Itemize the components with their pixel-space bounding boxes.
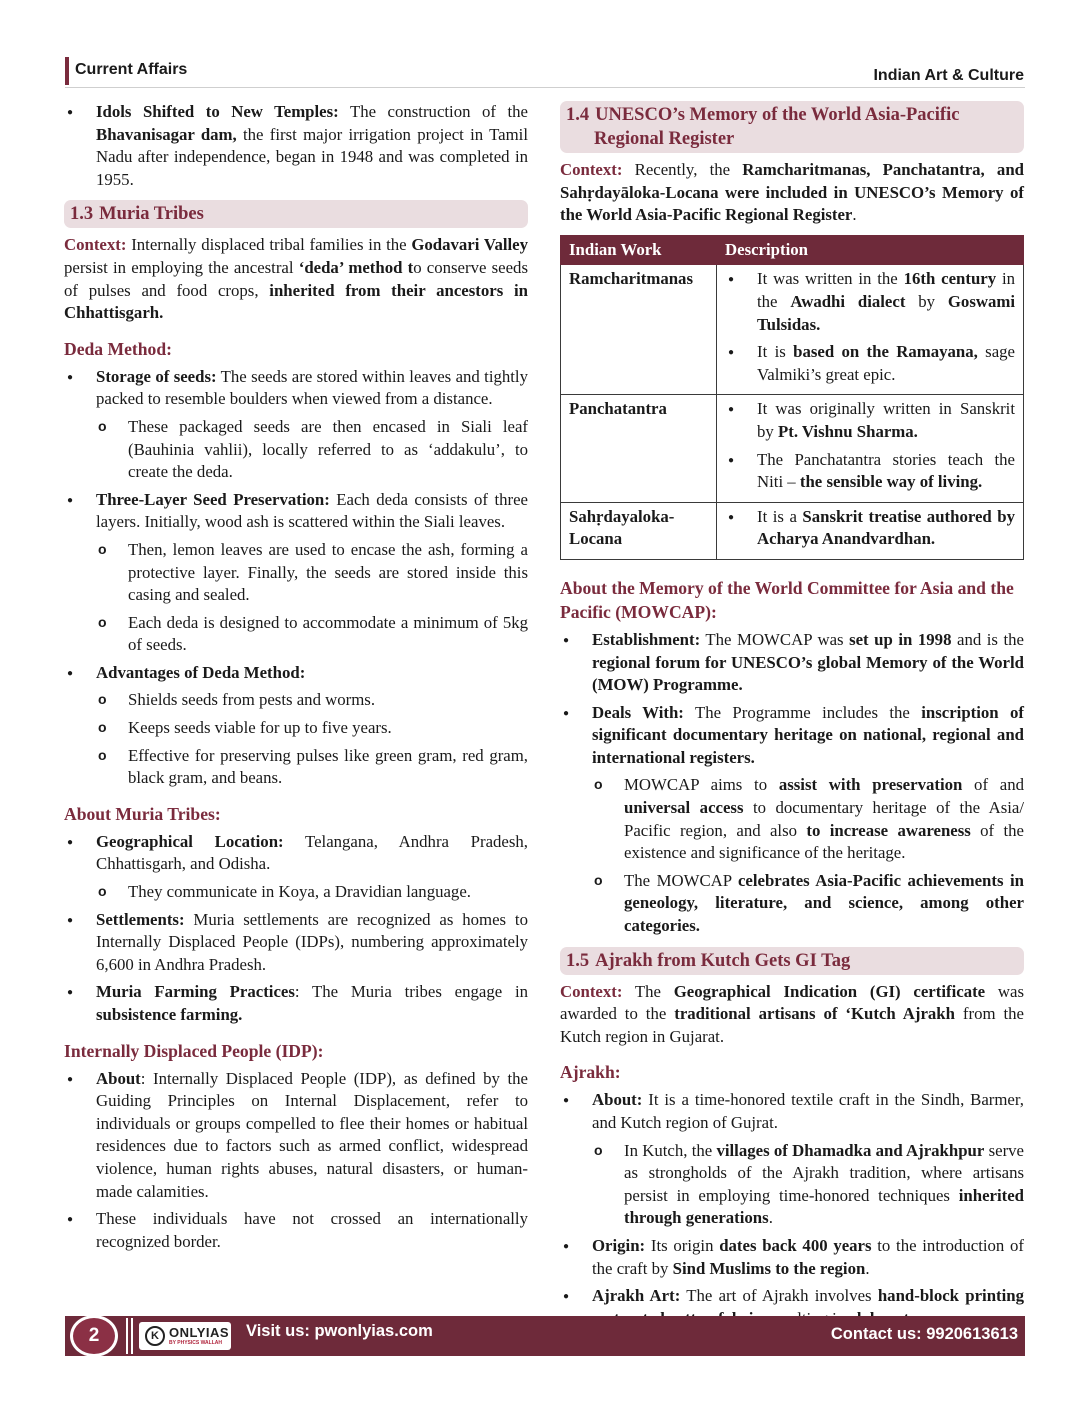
list-item: ● Advantages of Deda Method: xyxy=(64,662,528,685)
sub-list-item: o These packaged seeds are then encased in Siali leaf (Bauhinia vahlii), locally referred to as ‘addakulu’, to create the deda. xyxy=(64,416,528,484)
onlyias-logo[interactable] xyxy=(139,1322,231,1350)
work-name: Ramcharitmanas xyxy=(561,265,717,395)
table-row xyxy=(561,395,1024,502)
list-item: ● Muria Farming Practices: The Muria tribes engage in subsistence farming. xyxy=(64,981,528,1026)
footer-divider xyxy=(131,1318,133,1354)
visit-website-link[interactable]: Visit us: pwonlyias.com xyxy=(246,1322,433,1340)
logo-icon: K xyxy=(145,1326,165,1346)
header-subject-title: Indian Art & Culture xyxy=(873,67,1024,84)
sub-list-item: o Keeps seeds viable for up to five years. xyxy=(64,717,528,740)
work-description xyxy=(717,265,1024,395)
sub-list-item: o Shields seeds from pests and worms. xyxy=(64,689,528,712)
list-item: ● It is a Sanskrit treatise authored by Acharya Anandvardhan. xyxy=(725,506,1015,551)
idp-heading: Internally Displaced People (IDP): xyxy=(64,1040,324,1061)
left-column xyxy=(64,101,528,1253)
list-item: ● Establishment: The MOWCAP was set up in 1998 and is the regional forum for UNESCO’s global Memory of the World (MOW) Programme. xyxy=(560,629,1024,697)
ajrakh-heading: Ajrakh: xyxy=(560,1062,621,1083)
table-header-row xyxy=(561,235,1024,265)
list-item: ● Three-Layer Seed Preservation: Each deda consists of three layers. Initially, wood ash is scattered within the Siali leaves. xyxy=(64,489,528,534)
list-item: ● Deals With: The Programme includes the inscription of significant documentary heritage on national, regional and international registers. xyxy=(560,702,1024,770)
list-item: ● About: It is a time-honored textile craft in the Sindh, Barmer, and Kutch region of Gujrat. xyxy=(560,1089,1024,1134)
list-item: ● Geographical Location: Telangana, Andhra Pradesh, Chhattisgarh, and Odisha. xyxy=(64,831,528,876)
work-name: Sahṛdayaloka-Locana xyxy=(561,502,717,559)
work-description xyxy=(717,502,1024,559)
sub-list-item: o MOWCAP aims to assist with preservation of and universal access to documentary heritage of the Asia/ Pacific region, and also to increase awareness of the existence and significance of the heritage. xyxy=(560,774,1024,864)
about-muria-heading: About Muria Tribes: xyxy=(64,803,221,824)
section-heading-1-3: 1.3 Muria Tribes xyxy=(64,200,528,228)
section-heading-1-4: 1.4 UNESCO’s Memory of the World Asia-Pacific Regional Register xyxy=(560,101,1024,153)
header-section-title: Current Affairs xyxy=(75,61,188,78)
list-item: ● These individuals have not crossed an internationally recognized border. xyxy=(64,1208,528,1253)
sub-list-item: o The MOWCAP celebrates Asia-Pacific achievements in geneology, literature, and science, among other categories. xyxy=(560,870,1024,938)
sub-list-item: o Each deda is designed to accommodate a minimum of 5kg of seeds. xyxy=(64,612,528,657)
sub-list-item: o They communicate in Koya, a Dravidian language. xyxy=(64,881,528,904)
logo-subtext: BY PHYSICS WALLAH xyxy=(169,1340,222,1346)
page-number: 2 xyxy=(70,1315,118,1357)
table-row xyxy=(561,265,1024,395)
list-item: ● Origin: Its origin dates back 400 years to the introduction of the craft by Sind Muslims to the region. xyxy=(560,1235,1024,1280)
deda-method-heading: Deda Method: xyxy=(64,338,172,359)
sub-list-item: o In Kutch, the villages of Dhamadka and Ajrakhpur serve as strongholds of the Ajrakh tradition, where artisans persist in employing time-honored techniques inherited through generations. xyxy=(560,1140,1024,1230)
logo-text: ONLYIAS xyxy=(169,1325,230,1340)
context-paragraph: Context: Internally displaced tribal families in the Godavari Valley persist in employing the ancestral ‘deda’ method to conserve seeds of pulses and food crops, inherited from their ancestors in Chhattisgarh. xyxy=(64,235,528,323)
column-header-work: Indian Work xyxy=(561,235,717,265)
sub-list-item: o Then, lemon leaves are used to encase the ash, forming a protective layer. Finally, the seeds are stored inside this casing and sealed. xyxy=(64,539,528,607)
context-paragraph: Context: The Geographical Indication (GI) certificate was awarded to the traditional artisans of ‘Kutch Ajrakh from the Kutch region in Gujarat. xyxy=(560,981,1024,1046)
list-item: ● Idols Shifted to New Temples: The construction of the Bhavanisagar dam, the first major irrigation project in Tamil Nadu after independence, began in 1948 and was completed in 1955. xyxy=(64,101,528,191)
column-header-description: Description xyxy=(717,235,1024,265)
contact-number[interactable]: Contact us: 9920613613 xyxy=(830,1325,1018,1343)
footer-divider xyxy=(126,1318,128,1354)
list-item: ● The Panchatantra stories teach the Niti – the sensible way of living. xyxy=(725,449,1015,494)
context-paragraph: Context: Recently, the Ramcharitmanas, Panchatantra, and Sahṛdayāloka-Locana were included in UNESCO’s Memory of the World Asia-Pacific Regional Register. xyxy=(560,160,1024,225)
list-item: ● Storage of seeds: The seeds are stored within leaves and tightly packed to resemble boulders when viewed from a distance. xyxy=(64,366,528,411)
indian-works-table xyxy=(560,235,1024,560)
header-accent-bar xyxy=(65,57,69,85)
sub-list-item: o Effective for preserving pulses like green gram, red gram, black gram, and beans. xyxy=(64,745,528,790)
idols-list xyxy=(64,101,528,191)
table-row xyxy=(561,502,1024,559)
list-item: ● Settlements: Muria settlements are recognized as homes to Internally Displaced People (IDPs), numbering approximately 6,600 in Andhra Pradesh. xyxy=(64,909,528,977)
work-name: Panchatantra xyxy=(561,395,717,502)
right-column xyxy=(560,101,1024,1330)
list-item: ● About: Internally Displaced People (IDP), as defined by the Guiding Principles on Internal Displacement, refer to individuals or groups compelled to flee their homes or habitual residences due to factors such as armed conflict, widespread violence, human rights abuses, natural disasters, or human-made calamities. xyxy=(64,1068,528,1204)
list-item: ● It was originally written in Sanskrit by Pt. Vishnu Sharma. xyxy=(725,398,1015,443)
deda-list xyxy=(64,366,528,411)
section-heading-1-5: 1.5 Ajrakh from Kutch Gets GI Tag xyxy=(560,947,1024,975)
work-description xyxy=(717,395,1024,502)
list-item: ● It is based on the Ramayana, sage Valmiki’s great epic. xyxy=(725,341,1015,386)
list-item: ● It was written in the 16th century in the Awadhi dialect by Goswami Tulsidas. xyxy=(725,268,1015,336)
mowcap-heading: About the Memory of the World Committee for Asia and the Pacific (MOWCAP): xyxy=(560,577,1014,622)
list-item: ● Ajrakh Art: The art of Ajrakh involves hand-block printing xyxy=(560,1285,1024,1330)
header-divider xyxy=(65,87,1025,88)
